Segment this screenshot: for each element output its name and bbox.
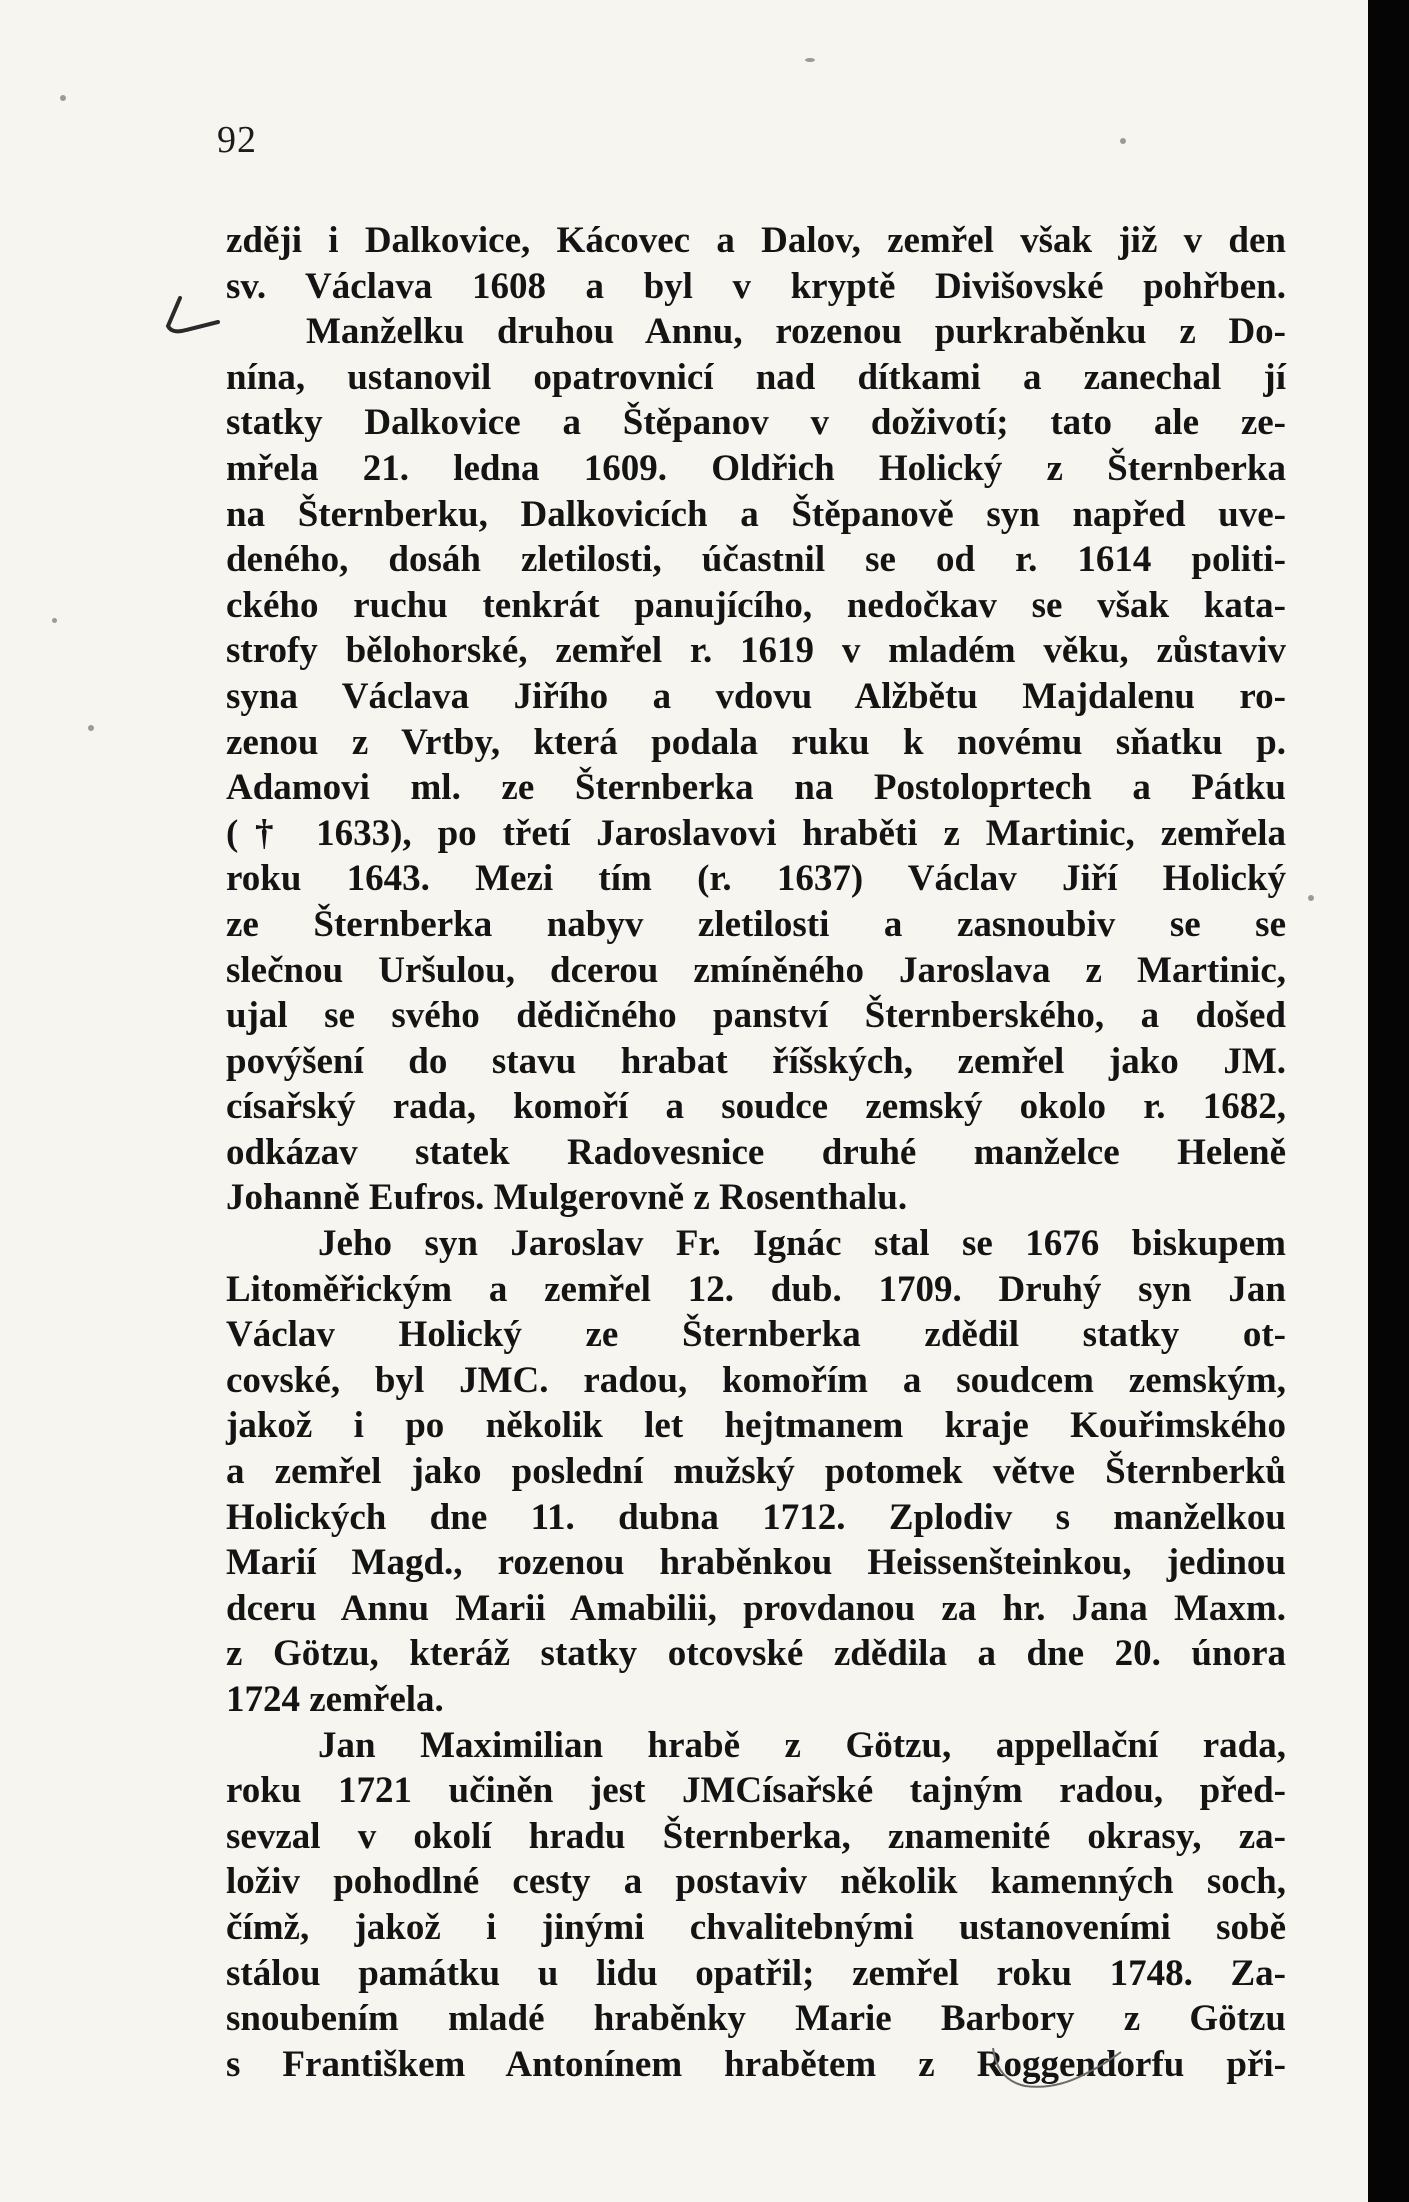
text-line: roku 1721 učiněn jest JMCísařské tajným radou, před- bbox=[226, 1770, 1286, 1812]
text-line: Holických dne 11. dubna 1712. Zplodiv s manželkou bbox=[226, 1496, 1286, 1538]
text-line: Jan Maximilian hrabě z Götzu, appellační rada, bbox=[318, 1724, 1286, 1766]
text-line: Jeho syn Jaroslav Fr. Ignác stal se 1676 biskupem bbox=[318, 1223, 1286, 1265]
text-line: zenou z Vrtby, která podala ruku k novému sňatku p. bbox=[226, 721, 1286, 763]
text-line: 1724 zemřela. bbox=[226, 1679, 444, 1720]
text-line: povýšení do stavu hrabat říšských, zemřel jako JM. bbox=[226, 1040, 1286, 1082]
paper-speck bbox=[1308, 895, 1314, 901]
paper-speck bbox=[88, 725, 94, 731]
text-line: ujal se svého dědičného panství Šternberského, a došed bbox=[226, 995, 1286, 1037]
bottom-pencil-scribble bbox=[985, 2040, 1135, 2100]
text-line: Václav Holický ze Šternberka zdědil statky ot- bbox=[226, 1314, 1286, 1356]
text-line: deného, dosáh zletilosti, účastnil se od r. 1614 politi- bbox=[226, 539, 1286, 581]
text-line: Litoměřickým a zemřel 12. dub. 1709. Druhý syn Jan bbox=[226, 1268, 1286, 1310]
paper-speck bbox=[805, 58, 815, 62]
text-line: statky Dalkovice a Štěpanov v doživotí; tato ale ze- bbox=[226, 402, 1286, 444]
text-line: roku 1643. Mezi tím (r. 1637) Václav Jiří Holický bbox=[226, 858, 1286, 900]
text-line: snoubením mladé hraběnky Marie Barbory z Götzu bbox=[226, 1998, 1286, 2040]
text-line: ze Šternberka nabyv zletilosti a zasnoubiv se se bbox=[226, 903, 1286, 945]
text-line: mřela 21. ledna 1609. Oldřich Holický z Šternberka bbox=[226, 447, 1286, 489]
text-line: na Šternberku, Dalkovicích a Štěpanově syn napřed uve- bbox=[226, 493, 1286, 535]
text-line: syna Václava Jiřího a vdovu Alžbětu Majdalenu ro- bbox=[226, 675, 1286, 717]
paper-speck bbox=[1120, 138, 1126, 144]
text-line: Marií Magd., rozenou hraběnkou Heissenšteinkou, jedinou bbox=[226, 1542, 1286, 1584]
body-text bbox=[226, 218, 1286, 2087]
scan-border bbox=[1368, 0, 1409, 2202]
text-line: zději i Dalkovice, Kácovec a Dalov, zemřel však již v den bbox=[226, 220, 1286, 261]
text-line: ckého ruchu tenkrát panujícího, nedočkav se však kata- bbox=[226, 584, 1286, 626]
text-line: sevzal v okolí hradu Šternberka, znamenité okrasy, za- bbox=[226, 1815, 1286, 1857]
text-line: čímž, jakož i jinými chvalitebnými ustanoveními sobě bbox=[226, 1906, 1286, 1948]
text-line: s Františkem Antonínem hrabětem z Roggendorfu při- bbox=[226, 2043, 1286, 2085]
text-line: a zemřel jako poslední mužský potomek větve Šternberků bbox=[226, 1451, 1286, 1493]
text-line: slečnou Uršulou, dcerou zmíněného Jaroslava z Martinic, bbox=[226, 949, 1286, 991]
text-line: nína, ustanovil opatrovnicí nad dítkami a zanechal jí bbox=[226, 356, 1286, 398]
text-line: jakož i po několik let hejtmanem kraje Kouřimského bbox=[226, 1405, 1286, 1447]
text-line: císařský rada, komoří a soudce zemský okolo r. 1682, bbox=[226, 1086, 1286, 1128]
text-line: odkázav statek Radovesnice druhé manželce Heleně bbox=[226, 1131, 1286, 1173]
text-line: z Götzu, kteráž statky otcovské zdědila a dne 20. února bbox=[226, 1633, 1286, 1675]
margin-pencil-mark bbox=[158, 292, 228, 342]
text-line: Johanně Eufros. Mulgerovně z Rosenthalu. bbox=[226, 1177, 908, 1219]
text-line: strofy bělohorské, zemřel r. 1619 v mladém věku, zůstaviv bbox=[226, 630, 1286, 672]
paper-speck bbox=[52, 618, 57, 623]
text-line: sv. Václava 1608 a byl v kryptě Divišovské pohřben. bbox=[226, 265, 1286, 307]
page-number: 92 bbox=[217, 119, 257, 161]
text-line: covské, byl JMC. radou, komořím a soudcem zemským, bbox=[226, 1359, 1286, 1401]
text-line: († 1633), po třetí Jaroslavovi hraběti z Martinic, zemřela bbox=[226, 812, 1286, 854]
paper-speck bbox=[60, 95, 66, 101]
text-line: dceru Annu Marii Amabilii, provdanou za hr. Jana Maxm. bbox=[226, 1587, 1286, 1629]
text-line: Manželku druhou Annu, rozenou purkraběnku z Do- bbox=[306, 311, 1286, 353]
text-line: loživ pohodlné cesty a postaviv několik kamenných soch, bbox=[226, 1861, 1286, 1903]
text-line: Adamovi ml. ze Šternberka na Postoloprtech a Pátku bbox=[226, 767, 1286, 809]
text-line: stálou památku u lidu opatřil; zemřel roku 1748. Za- bbox=[226, 1952, 1286, 1994]
